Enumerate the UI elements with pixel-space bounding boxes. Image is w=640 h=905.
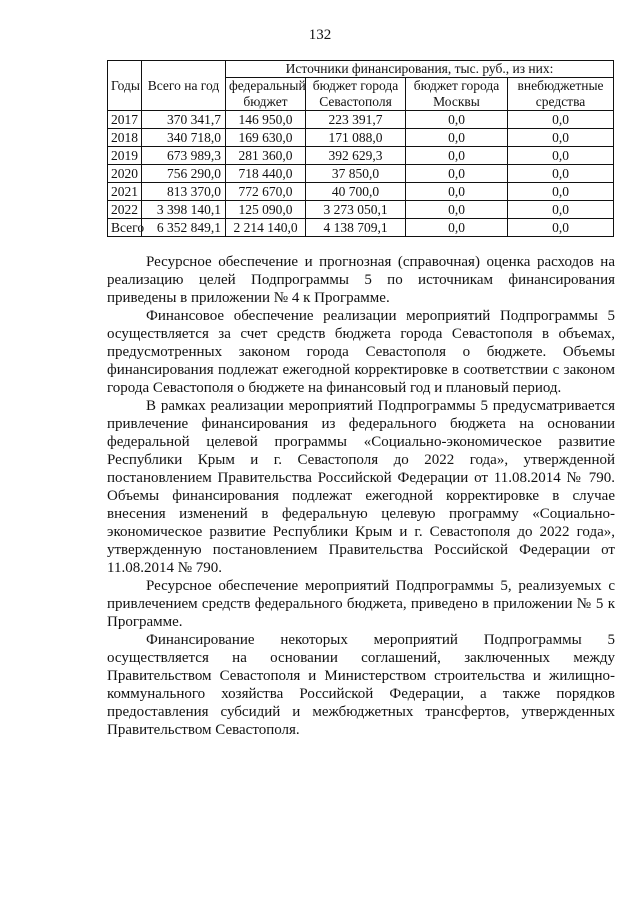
header-sources: Источники финансирования, тыс. руб., из них: [226,61,614,78]
cell-total: 340 718,0 [142,129,226,147]
cell-year: Всего [108,219,142,237]
cell-federal: 772 670,0 [226,183,306,201]
cell-federal: 146 950,0 [226,111,306,129]
subheader-sevastopol: бюджет города Севастополя [306,78,406,111]
cell-extrabudget: 0,0 [508,183,614,201]
cell-sevastopol: 392 629,3 [306,147,406,165]
cell-total: 813 370,0 [142,183,226,201]
cell-moscow: 0,0 [406,165,508,183]
table-row [108,147,614,165]
paragraph: Финансирование некоторых мероприятий Подпрограммы 5 осуществляется на основании соглашений, заключенных между Правительством Севастополя и Министерством строительства и жилищно-коммунального хозяйства Российской Федерации, а также порядков предоставления субсидий и межбюджетных трансфертов, утвержденных Правительством Севастополя. [107,632,615,738]
cell-extrabudget: 0,0 [508,201,614,219]
body-text [107,253,615,739]
paragraph: Финансовое обеспечение реализации мероприятий Подпрограммы 5 осуществляется за счет средств бюджета города Севастополя в объемах, предусмотренных законом города Севастополя о бюджете. Объемы финансирования подлежат ежегодной корректировке в соответствии с законом города Севастополя о бюджете на финансовый год и плановый период. [107,308,615,396]
cell-moscow: 0,0 [406,129,508,147]
cell-extrabudget: 0,0 [508,165,614,183]
subheader-moscow: бюджет города Москвы [406,78,508,111]
cell-federal: 125 090,0 [226,201,306,219]
header-years: Годы [108,61,142,111]
cell-federal: 718 440,0 [226,165,306,183]
table-row [108,201,614,219]
cell-federal: 169 630,0 [226,129,306,147]
subheader-federal: федеральный бюджет [226,78,306,111]
subheader-extrabudget: внебюджетные средства [508,78,614,111]
paragraph: Ресурсное обеспечение и прогнозная (справочная) оценка расходов на реализацию целей Подпрограммы 5 по источникам финансирования приведены в приложении № 4 к Программе. [107,254,615,306]
cell-total: 3 398 140,1 [142,201,226,219]
cell-federal: 281 360,0 [226,147,306,165]
cell-total: 673 989,3 [142,147,226,165]
cell-sevastopol: 223 391,7 [306,111,406,129]
cell-moscow: 0,0 [406,111,508,129]
table-header-row [108,61,614,78]
table-row [108,111,614,129]
cell-year: 2022 [108,201,142,219]
cell-moscow: 0,0 [406,183,508,201]
cell-year: 2018 [108,129,142,147]
table-row [108,183,614,201]
cell-year: 2017 [108,111,142,129]
cell-sevastopol: 4 138 709,1 [306,219,406,237]
cell-sevastopol: 3 273 050,1 [306,201,406,219]
paragraph: Ресурсное обеспечение мероприятий Подпрограммы 5, реализуемых с привлечением средств федерального бюджета, приведено в приложении № 5 к Программе. [107,578,615,630]
cell-extrabudget: 0,0 [508,111,614,129]
page-number: 132 [308,27,332,43]
cell-moscow: 0,0 [406,201,508,219]
cell-year: 2021 [108,183,142,201]
cell-federal: 2 214 140,0 [226,219,306,237]
table-row [108,165,614,183]
cell-extrabudget: 0,0 [508,219,614,237]
header-total: Всего на год [142,61,226,111]
cell-year: 2020 [108,165,142,183]
cell-extrabudget: 0,0 [508,129,614,147]
cell-extrabudget: 0,0 [508,147,614,165]
cell-year: 2019 [108,147,142,165]
financing-table [107,60,614,237]
cell-moscow: 0,0 [406,219,508,237]
cell-total: 370 341,7 [142,111,226,129]
paragraph: В рамках реализации мероприятий Подпрограммы 5 предусматривается привлечение финансирования из федерального бюджета на основании федеральной целевой программы «Социально-экономическое развитие Республики Крым и г. Севастополя до 2022 года», утвержденной постановлением Правительства Российской Федерации от 11.08.2014 № 790. Объемы финансирования подлежат ежегодной корректировке в случае внесения изменений в федеральную целевую программу «Социально-экономическое развитие Республики Крым и г. Севастополя до 2022 года», утвержденную постановлением Правительства Российской Федерации от 11.08.2014 № 790. [107,398,615,576]
table-total-row [108,219,614,237]
cell-total: 6 352 849,1 [142,219,226,237]
table-row [108,129,614,147]
cell-sevastopol: 171 088,0 [306,129,406,147]
cell-sevastopol: 40 700,0 [306,183,406,201]
cell-moscow: 0,0 [406,147,508,165]
cell-total: 756 290,0 [142,165,226,183]
cell-sevastopol: 37 850,0 [306,165,406,183]
